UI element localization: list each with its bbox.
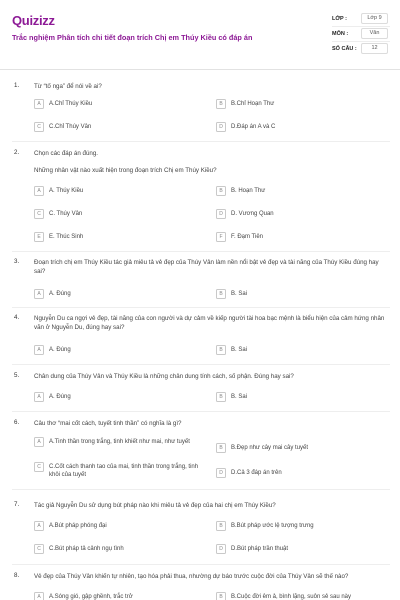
option-text: D.Đáp án A và C [231, 124, 276, 130]
question-number: 4. [14, 314, 20, 321]
question-text: Đoạn trích chị em Thúy Kiều tác giả miêu tả vẻ đẹp của Thúy Vân làm nền nổi bật vẻ đẹp và tài năng của Thúy Kiều đúng hay sai? [34, 259, 379, 275]
option-text: B.Chỉ Hoạn Thư [231, 101, 275, 107]
question-text: Câu thơ “mai cốt cách, tuyết tinh thần” có nghĩa là gì? [34, 420, 182, 427]
option-letter-badge: B [216, 521, 226, 531]
option-letter-badge: C [34, 122, 44, 132]
option-letter-badge: B [216, 99, 226, 109]
option-letter-badge: D [216, 209, 226, 219]
option-letter-badge: A [34, 521, 44, 531]
question-subtext: Những nhân vật nào xuất hiện trong đoạn trích Chị em Thúy Kiều? [34, 167, 217, 174]
meta-label: LỚP : [332, 16, 347, 22]
option-letter-badge: B [216, 289, 226, 299]
question-text: Chọn các đáp án đúng. [34, 150, 98, 157]
option-letter-badge: A [34, 392, 44, 402]
divider [12, 364, 390, 365]
option-text: B.Đẹp như cây mai cây tuyết [231, 445, 309, 451]
option-text: A. Đúng [49, 347, 71, 353]
worksheet-meta [332, 12, 390, 57]
question-number: 7. [14, 501, 20, 508]
option-text: A.Bút pháp phóng đại [49, 523, 107, 529]
option-text: A. Đúng [49, 394, 71, 400]
divider [12, 307, 390, 308]
divider [12, 141, 390, 142]
option-text: F. Đạm Tiên [231, 234, 264, 240]
quizizz-logo: Quizizz [12, 13, 55, 28]
meta-label: SỐ CÂU : [332, 46, 357, 52]
option-letter-badge: B [216, 592, 226, 600]
divider [12, 564, 390, 565]
question-number: 2. [14, 149, 20, 156]
question-number: 5. [14, 372, 20, 379]
option-text: A.Chỉ Thúy Kiều [49, 101, 93, 107]
option-letter-badge: C [34, 209, 44, 219]
option-letter-badge: A [34, 345, 44, 355]
option-letter-badge: B [216, 392, 226, 402]
divider [12, 489, 390, 490]
question-number: 8. [14, 572, 20, 579]
divider [12, 411, 390, 412]
meta-value-field: Lớp 9 [361, 13, 388, 24]
option-letter-badge: C [34, 462, 44, 472]
meta-row-subject [332, 27, 390, 42]
option-text: C. Thúy Vân [49, 211, 83, 217]
option-text: A.Sóng gió, gập ghềnh, trắc trở [49, 594, 133, 600]
option-letter-badge: D [216, 544, 226, 554]
meta-label: MÔN : [332, 31, 349, 37]
meta-row-count [332, 42, 390, 57]
option-text: B.Bút pháp ước lệ tượng trưng [231, 523, 314, 529]
meta-row-grade [332, 12, 390, 27]
option-letter-badge: A [34, 437, 44, 447]
option-letter-badge: B [216, 345, 226, 355]
option-text: D. Vương Quan [231, 211, 274, 217]
question-text: Vẻ đẹp của Thúy Vân khiến tự nhiên, tạo hóa phải thua, nhường dự báo trước cuộc đời của Thúy Vân sẽ thế nào? [34, 573, 349, 580]
option-text: B. Sai [231, 347, 248, 353]
meta-value-field: 12 [361, 43, 388, 54]
divider [12, 251, 390, 252]
option-text: D.Bút pháp trần thuật [231, 546, 289, 552]
option-letter-badge: C [34, 544, 44, 554]
option-letter-badge: F [216, 232, 226, 242]
option-text: C.Chỉ Thúy Vân [49, 124, 92, 130]
option-letter-badge: A [34, 289, 44, 299]
option-letter-badge: A [34, 186, 44, 196]
option-text: C.Cốt cách thanh tao của mai, tinh thần trong trắng, tinh khôi của tuyết [49, 464, 199, 478]
worksheet-title: Trắc nghiệm Phân tích chi tiết đoạn trích Chị em Thúy Kiều có đáp án [12, 33, 253, 42]
option-letter-badge: B [216, 186, 226, 196]
question-text: Tác giả Nguyễn Du sử dụng bút pháp nào khi miêu tả vẻ đẹp của hai chị em Thúy Kiều? [34, 502, 276, 509]
option-letter-badge: D [216, 468, 226, 478]
option-text: B.Cuộc đời êm ả, bình lặng, suôn sẻ sau này [231, 594, 352, 600]
question-text: Chân dung của Thúy Vân và Thúy Kiều là những chân dung tính cách, số phận. Đúng hay sai? [34, 373, 294, 380]
worksheet-header [0, 0, 400, 70]
question-text: Từ “tố nga” để nói về ai? [34, 83, 102, 90]
question-number: 3. [14, 258, 20, 265]
question-number: 6. [14, 419, 20, 426]
option-text: A. Thúy Kiều [49, 188, 84, 194]
option-letter-badge: A [34, 99, 44, 109]
option-text: B. Sai [231, 394, 248, 400]
option-text: D.Cả 3 đáp án trên [231, 470, 282, 476]
option-text: B. Sai [231, 291, 248, 297]
question-text: Nguyễn Du ca ngợi vẻ đẹp, tài năng của con người và dự cảm về kiếp người tài hoa bạc mệnh là biểu hiện của cảm hứng nhân văn ở Nguyễn Du, đúng hay sai? [34, 315, 385, 331]
option-letter-badge: D [216, 122, 226, 132]
option-letter-badge: B [216, 443, 226, 453]
option-text: B. Hoạn Thư [231, 188, 266, 194]
question-number: 1. [14, 82, 20, 89]
option-text: A. Đúng [49, 291, 71, 297]
option-text: C.Bút pháp tả cảnh ngụ tình [49, 546, 124, 552]
option-text: A.Tinh thần trong trắng, tinh khiết như mai, như tuyết [49, 439, 190, 445]
meta-value-field: Văn [361, 28, 388, 39]
option-letter-badge: E [34, 232, 44, 242]
option-text: E. Thúc Sinh [49, 234, 84, 240]
option-letter-badge: A [34, 592, 44, 600]
